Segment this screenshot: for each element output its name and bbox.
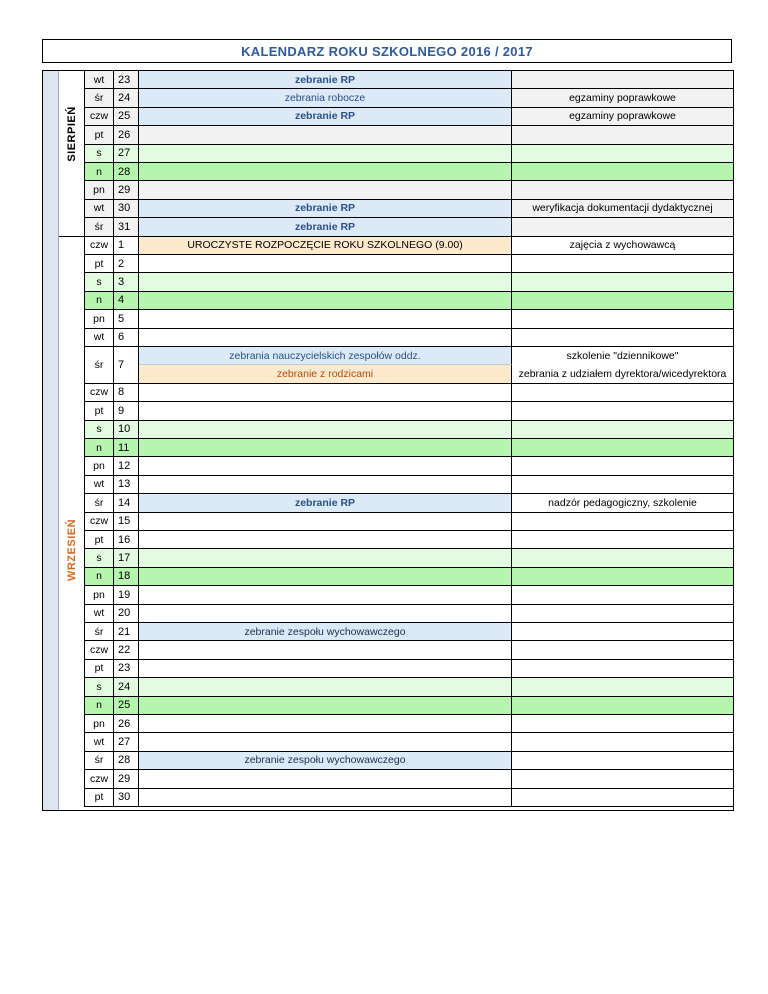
table-row [85, 181, 733, 199]
month-label-august: SIERPIEŃ [65, 105, 78, 162]
day-of-week: n [85, 163, 114, 180]
table-row [85, 200, 733, 218]
event-secondary [512, 586, 733, 603]
day-number: 7 [114, 347, 139, 383]
table-row [85, 641, 733, 659]
event-main [139, 770, 512, 787]
day-of-week: wt [85, 329, 114, 346]
event-main [139, 568, 512, 585]
day-number: 31 [114, 218, 139, 235]
day-of-week: s [85, 421, 114, 438]
table-row [85, 71, 733, 89]
day-number: 4 [114, 292, 139, 309]
table-row [85, 163, 733, 181]
table-row [85, 273, 733, 291]
event-secondary [512, 531, 733, 548]
event-secondary: zajęcia z wychowawcą [569, 239, 676, 252]
event-secondary [512, 71, 733, 88]
event-secondary [512, 605, 733, 622]
event-main [139, 641, 512, 658]
day-of-week: czw [85, 384, 114, 401]
event-secondary [512, 329, 733, 346]
event-secondary [512, 568, 733, 585]
day-number: 24 [114, 89, 139, 106]
event-main [139, 549, 512, 566]
table-row [85, 605, 733, 623]
day-number: 29 [114, 181, 139, 198]
day-number: 5 [114, 310, 139, 327]
table-row [85, 89, 733, 107]
table-row [85, 237, 733, 255]
event-secondary: nadzór pedagogiczny, szkolenie [548, 496, 697, 509]
day-number: 6 [114, 329, 139, 346]
day-of-week: czw [85, 770, 114, 787]
day-of-week: pt [85, 402, 114, 419]
day-of-week: wt [85, 200, 114, 217]
event-secondary [512, 439, 733, 456]
event-main [139, 586, 512, 603]
day-number: 29 [114, 770, 139, 787]
day-number: 1 [114, 237, 139, 254]
table-row [85, 145, 733, 163]
event-secondary [512, 623, 733, 640]
day-of-week: śr [85, 347, 114, 383]
table-row [85, 126, 733, 144]
event-main: UROCZYSTE ROZPOCZĘCIE ROKU SZKOLNEGO (9.00) [139, 237, 512, 254]
day-of-week: śr [85, 494, 114, 511]
table-row [85, 292, 733, 310]
day-of-week: pt [85, 660, 114, 677]
day-of-week: czw [85, 641, 114, 658]
day-of-week: czw [85, 108, 114, 125]
event-main [139, 384, 512, 401]
event-main [139, 255, 512, 272]
event-secondary [512, 752, 733, 769]
day-of-week: n [85, 292, 114, 309]
day-number: 26 [114, 715, 139, 732]
day-of-week: pn [85, 715, 114, 732]
day-of-week: czw [85, 513, 114, 530]
event-main: zebranie RP [139, 494, 512, 511]
event-secondary: zebrania z udziałem dyrektora/wicedyrektora [518, 368, 727, 381]
day-number: 16 [114, 531, 139, 548]
day-of-week: pn [85, 586, 114, 603]
event-secondary [512, 457, 733, 474]
event-main [139, 181, 512, 198]
table-row [85, 218, 733, 236]
table-row [85, 568, 733, 586]
day-number: 23 [114, 660, 139, 677]
day-number: 17 [114, 549, 139, 566]
event-main [139, 329, 512, 346]
event-secondary [512, 384, 733, 401]
calendar-title-box [42, 39, 732, 63]
event-secondary [512, 549, 733, 566]
event-main: zebranie RP [139, 200, 512, 217]
event-secondary [512, 476, 733, 493]
day-number: 30 [114, 200, 139, 217]
event-main [139, 605, 512, 622]
day-of-week: n [85, 439, 114, 456]
day-number: 23 [114, 71, 139, 88]
day-of-week: wt [85, 605, 114, 622]
day-of-week: śr [85, 89, 114, 106]
event-main [139, 310, 512, 327]
day-number: 24 [114, 678, 139, 695]
event-main [139, 513, 512, 530]
day-number: 3 [114, 273, 139, 290]
event-main [139, 145, 512, 162]
event-secondary [512, 770, 733, 787]
table-row [85, 513, 733, 531]
day-number: 21 [114, 623, 139, 640]
event-secondary: egzaminy poprawkowe [569, 92, 676, 105]
table-row [85, 715, 733, 733]
table-row [85, 549, 733, 567]
day-of-week: pn [85, 310, 114, 327]
event-secondary [512, 218, 733, 235]
table-row [85, 770, 733, 788]
day-of-week: pt [85, 789, 114, 806]
event-main [139, 163, 512, 180]
event-secondary [512, 641, 733, 658]
day-number: 14 [114, 494, 139, 511]
day-number: 2 [114, 255, 139, 272]
day-of-week: s [85, 145, 114, 162]
table-row [85, 678, 733, 696]
table-row [85, 733, 733, 751]
event-secondary [512, 145, 733, 162]
table-row [85, 421, 733, 439]
table-row [85, 494, 733, 512]
event-main: zebranie RP [139, 218, 512, 235]
event-secondary: weryfikacja dokumentacji dydaktycznej [532, 202, 713, 215]
event-main: zebrania robocze [139, 89, 512, 106]
event-secondary [512, 255, 733, 272]
table-row [85, 660, 733, 678]
day-number: 9 [114, 402, 139, 419]
day-number: 26 [114, 126, 139, 143]
event-secondary [512, 789, 733, 806]
event-secondary [512, 292, 733, 309]
event-main [139, 660, 512, 677]
day-of-week: s [85, 549, 114, 566]
table-row [85, 457, 733, 475]
day-of-week: s [85, 273, 114, 290]
event-main [139, 126, 512, 143]
day-of-week: n [85, 568, 114, 585]
event-secondary [512, 660, 733, 677]
table-row [85, 439, 733, 457]
event-main [139, 439, 512, 456]
event-main: zebranie RP [139, 71, 512, 88]
event-secondary: egzaminy poprawkowe [569, 110, 676, 123]
event-secondary [512, 678, 733, 695]
event-secondary [512, 273, 733, 290]
event-secondary [512, 715, 733, 732]
day-of-week: pt [85, 255, 114, 272]
day-number: 15 [114, 513, 139, 530]
table-row [85, 329, 733, 347]
event-secondary [512, 513, 733, 530]
event-main: zebranie zespołu wychowawczego [139, 752, 512, 769]
left-stripe [43, 71, 59, 810]
day-of-week: śr [85, 623, 114, 640]
month-column-september [59, 237, 85, 807]
table-row [85, 402, 733, 420]
table-row [85, 476, 733, 494]
event-main [139, 789, 512, 806]
event-main [139, 402, 512, 419]
calendar-table [42, 70, 734, 811]
day-of-week: wt [85, 733, 114, 750]
day-number: 30 [114, 789, 139, 806]
page-title: KALENDARZ ROKU SZKOLNEGO 2016 / 2017 [241, 43, 533, 59]
month-label-september: WRZESIEŃ [65, 519, 78, 582]
day-number: 19 [114, 586, 139, 603]
event-main: zebranie zespołu wychowawczego [139, 623, 512, 640]
day-number: 20 [114, 605, 139, 622]
day-of-week: pt [85, 126, 114, 143]
table-row [85, 310, 733, 328]
event-secondary: szkolenie "dziennikowe" [566, 350, 679, 363]
day-number: 11 [114, 439, 139, 456]
table-row [85, 623, 733, 641]
day-number: 28 [114, 752, 139, 769]
event-main: zebrania nauczycielskich zespołów oddz. [139, 347, 512, 365]
event-main: zebranie z rodzicami [139, 365, 512, 382]
day-number: 27 [114, 733, 139, 750]
event-secondary [512, 402, 733, 419]
day-number: 13 [114, 476, 139, 493]
day-number: 8 [114, 384, 139, 401]
day-number: 28 [114, 163, 139, 180]
table-row [85, 789, 733, 807]
day-of-week: pn [85, 181, 114, 198]
event-secondary [512, 163, 733, 180]
day-number: 12 [114, 457, 139, 474]
event-main [139, 733, 512, 750]
table-row [85, 108, 733, 126]
event-main [139, 476, 512, 493]
event-secondary [512, 421, 733, 438]
day-of-week: czw [85, 237, 114, 254]
day-of-week: pt [85, 531, 114, 548]
day-number: 22 [114, 641, 139, 658]
event-secondary [512, 310, 733, 327]
event-secondary [512, 697, 733, 714]
day-of-week: n [85, 697, 114, 714]
event-main: zebranie RP [139, 108, 512, 125]
day-of-week: wt [85, 71, 114, 88]
event-secondary [512, 126, 733, 143]
table-row [85, 384, 733, 402]
event-main [139, 678, 512, 695]
day-number: 10 [114, 421, 139, 438]
table-row [85, 531, 733, 549]
table-row [85, 697, 733, 715]
event-main [139, 421, 512, 438]
month-column-august [59, 71, 85, 237]
day-number: 18 [114, 568, 139, 585]
table-row [85, 752, 733, 770]
day-of-week: pn [85, 457, 114, 474]
day-of-week: s [85, 678, 114, 695]
day-of-week: wt [85, 476, 114, 493]
day-number: 27 [114, 145, 139, 162]
event-secondary [512, 733, 733, 750]
event-main [139, 292, 512, 309]
event-secondary [512, 181, 733, 198]
day-number: 25 [114, 108, 139, 125]
table-row [85, 255, 733, 273]
day-of-week: śr [85, 752, 114, 769]
table-row [85, 586, 733, 604]
day-of-week: śr [85, 218, 114, 235]
event-main [139, 273, 512, 290]
event-main [139, 531, 512, 548]
table-row [85, 347, 733, 384]
event-main [139, 697, 512, 714]
day-number: 25 [114, 697, 139, 714]
event-main [139, 715, 512, 732]
event-main [139, 457, 512, 474]
